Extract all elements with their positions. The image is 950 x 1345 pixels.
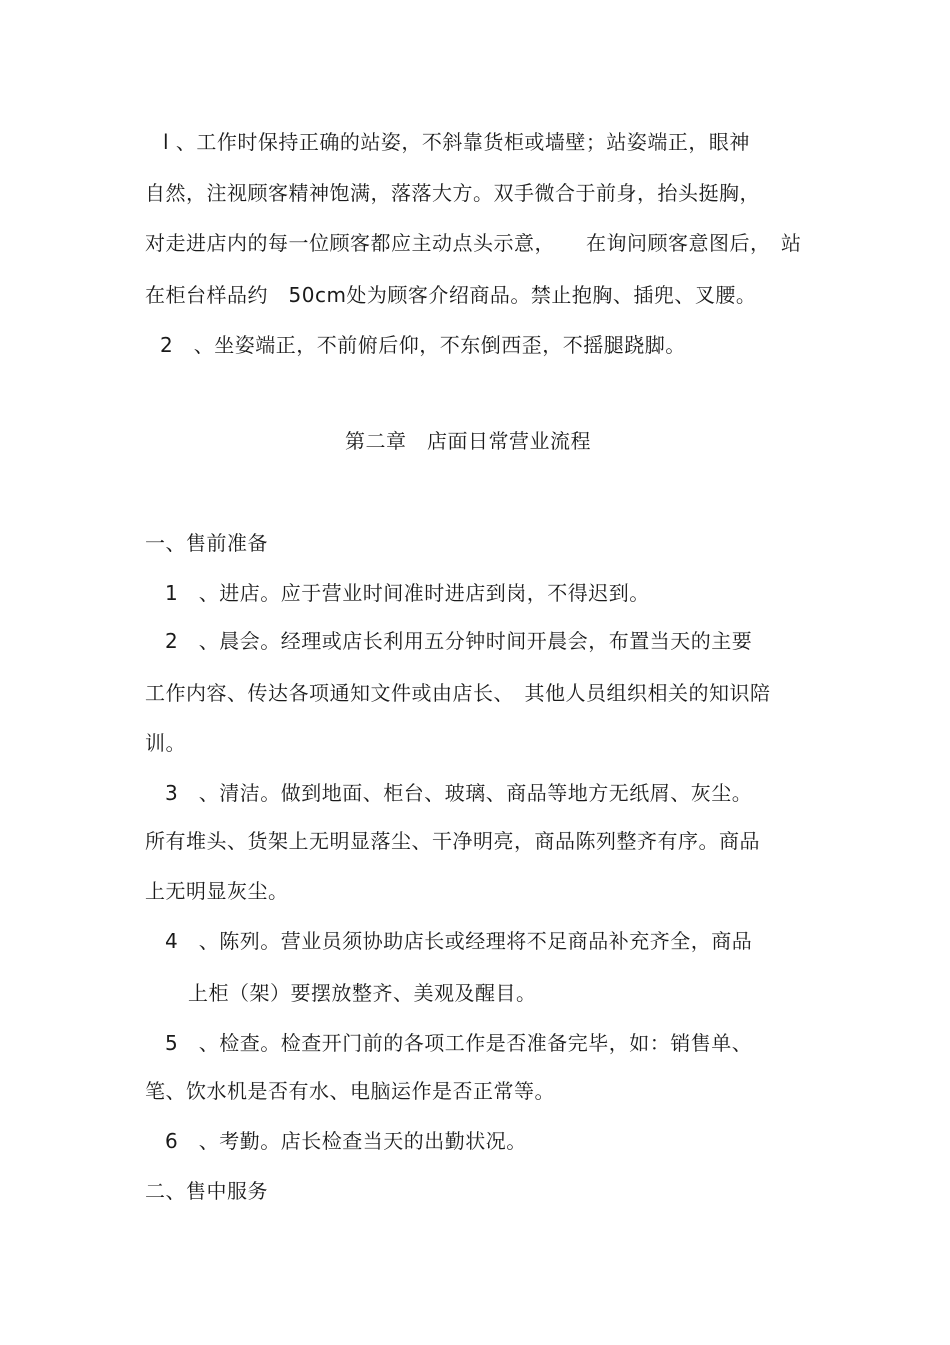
paragraph-line: 2 、坐姿端正，不前俯后仰，不东倒西歪，不摇腿跷脚。 bbox=[160, 333, 686, 357]
paragraph-line: 笔、饮水机是否有水、电脑运作是否正常等。 bbox=[145, 1079, 555, 1103]
paragraph-line: 5 、检查。检查开门前的各项工作是否准备完毕，如：销售单、 bbox=[165, 1031, 753, 1055]
paragraph-line: 上无明显灰尘。 bbox=[145, 879, 289, 903]
chapter-title: 第二章 店面日常营业流程 bbox=[345, 429, 591, 453]
paragraph-line: 对走进店内的每一位顾客都应主动点头示意， 在询问顾客意图后， 站 bbox=[145, 231, 802, 255]
paragraph-line: 3 、清洁。做到地面、柜台、玻璃、商品等地方无纸屑、灰尘。 bbox=[165, 781, 753, 805]
paragraph-line: l 、工作时保持正确的站姿，不斜靠货柜或墙壁；站姿端正，眼神 bbox=[163, 130, 750, 154]
section-title: 二、售中服务 bbox=[145, 1179, 268, 1203]
paragraph-line: 上柜（架）要摆放整齐、美观及醒目。 bbox=[188, 981, 537, 1005]
paragraph-line: 6 、考勤。店长检查当天的出勤状况。 bbox=[165, 1129, 527, 1153]
paragraph-line: 1 、进店。应于营业时间准时进店到岗，不得迟到。 bbox=[165, 581, 650, 605]
paragraph-line: 2 、晨会。经理或店长利用五分钟时间开晨会，布置当天的主要 bbox=[165, 629, 753, 653]
section-title: 一、售前准备 bbox=[145, 531, 268, 555]
paragraph-line: 在柜台样品约 50cm处为顾客介绍商品。禁止抱胸、插兜、叉腰。 bbox=[145, 283, 757, 307]
paragraph-line: 训。 bbox=[145, 731, 186, 755]
paragraph-line: 所有堆头、货架上无明显落尘、干净明亮，商品陈列整齐有序。商品 bbox=[145, 829, 760, 853]
paragraph-line: 自然，注视顾客精神饱满，落落大方。双手微合于前身，抬头挺胸， bbox=[145, 181, 760, 205]
paragraph-line: 工作内容、传达各项通知文件或由店长、 其他人员组织相关的知识陪 bbox=[145, 681, 771, 705]
paragraph-line: 4 、陈列。营业员须协助店长或经理将不足商品补充齐全，商品 bbox=[165, 929, 753, 953]
